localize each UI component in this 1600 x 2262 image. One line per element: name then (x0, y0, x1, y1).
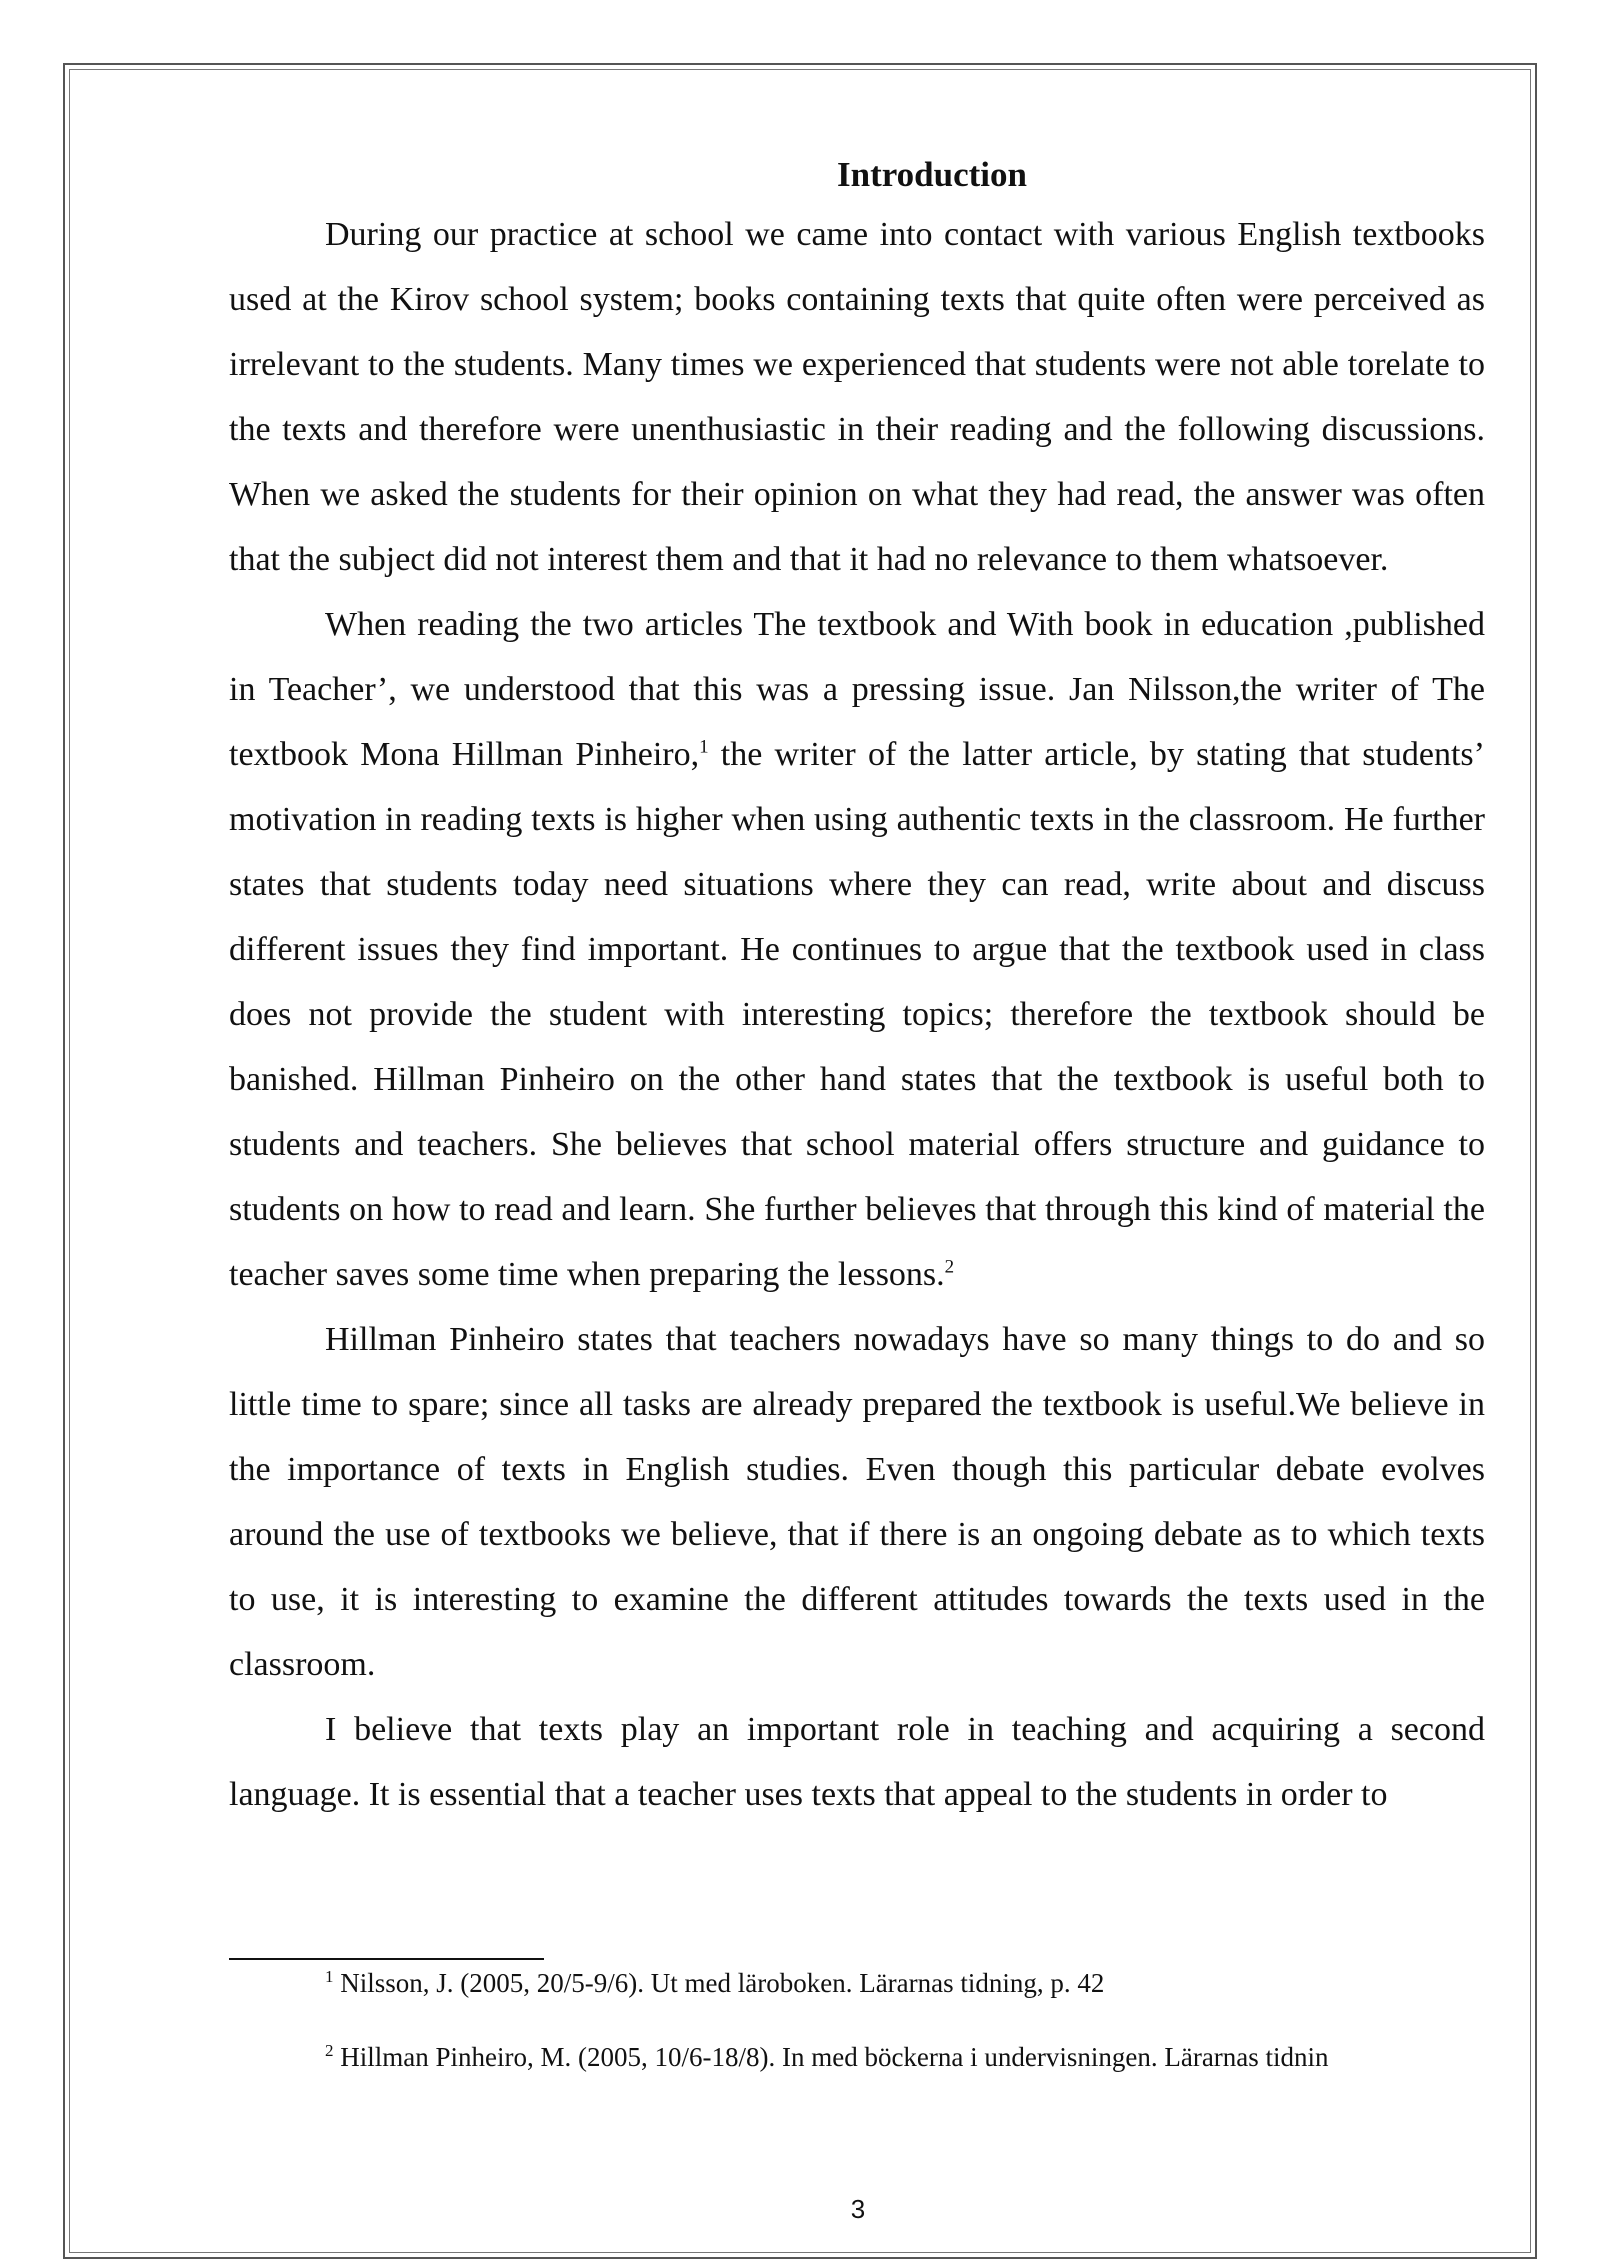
footnote-ref-2[interactable]: 2 (944, 1256, 955, 1278)
paragraph-1-text: During our practice at school we came into contact with various English textbooks used at the Kirov school system; books containing texts that quite often were perceived as irrelevant to the students. Many times we experienced that students were not able torelate to the texts and therefore were unenthusiastic in their reading and the following discussions. When we asked the students for their opinion on what they had read, the answer was often that the subject did not interest them and that it had no relevance to them whatsoever. (229, 216, 1485, 578)
footnote-separator (229, 1958, 544, 1960)
footnote-ref-1[interactable]: 1 (699, 736, 709, 758)
paragraph-3 (229, 1307, 1485, 1697)
footnote-1-number: 1 (325, 1967, 334, 1986)
paragraph-4-text: I believe that texts play an important role in teaching and acquiring a second language. It is essential that a teacher uses texts that appeal to the students in order to (229, 1711, 1485, 1813)
paragraph-1 (229, 202, 1485, 592)
paragraph-4 (229, 1697, 1485, 1827)
footnote-2-text: Hillman Pinheiro, M. (2005, 10/6-18/8). In med böckerna i undervisningen. Lärarnas tidnin (340, 2042, 1329, 2072)
paragraph-2-text-b: the writer of the latter article, by stating that students’ motivation in reading texts is higher when using authentic texts in the classroom. He further states that students today need situations where they can read, write about and discuss different issues they find important. He continues to argue that the textbook used in class does not provide the student with interesting topics; therefore the textbook should be banished. Hillman Pinheiro on the other hand states that the textbook is useful both to students and teachers. She believes that school material offers structure and guidance to students on how to read and learn. She further believes that through this kind of material the teacher saves some time when preparing the lessons. (229, 736, 1485, 1293)
footnote-1-text: Nilsson, J. (2005, 20/5-9/6). Ut med läroboken. Lärarnas tidning, p. 42 (340, 1968, 1105, 1998)
footnote-2-number: 2 (325, 2041, 334, 2060)
paragraph-3-text: Hillman Pinheiro states that teachers nowadays have so many things to do and so little time to spare; since all tasks are already prepared the textbook is useful.We believe in the importance of texts in English studies. Even though this particular debate evolves around the use of textbooks we believe, that if there is an ongoing debate as to which texts to use, it is interesting to examine the different attitudes towards the texts used in the classroom. (229, 1321, 1485, 1683)
section-title: Introduction (837, 155, 1027, 194)
document-body (229, 148, 1485, 1827)
footnote-2 (325, 2040, 1329, 2074)
paragraph-2-text-a: When reading the two articles The textbook and With book in education ,published in Teacher’, we understood that this was a pressing issue. Jan Nilsson,the writer of The textbook Mona Hillman Pinheiro, (229, 606, 1485, 773)
page-number: 3 (850, 2194, 866, 2224)
footnote-1 (325, 1966, 1104, 2000)
paragraph-2 (229, 592, 1485, 1307)
